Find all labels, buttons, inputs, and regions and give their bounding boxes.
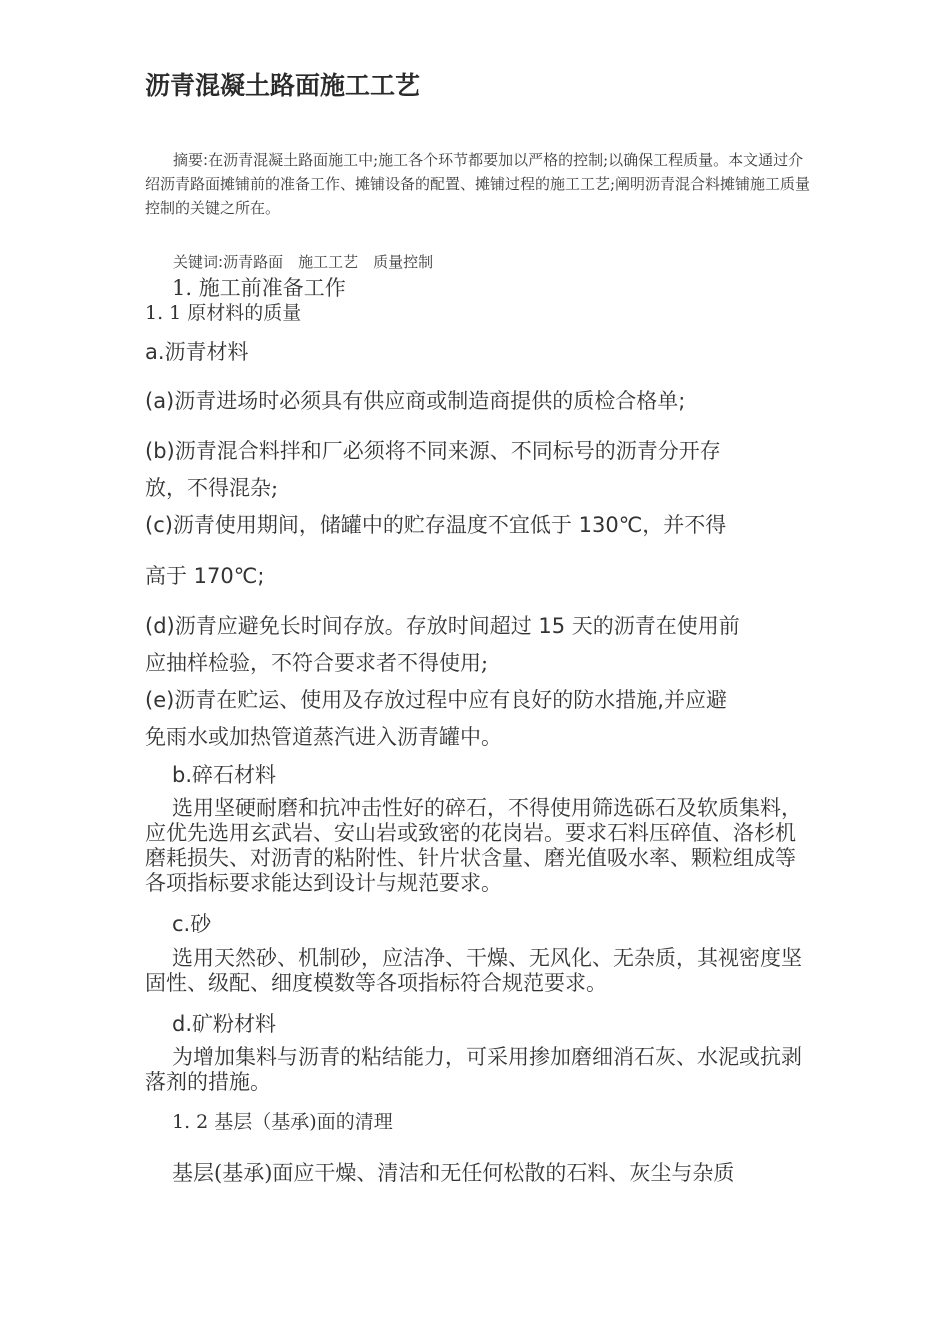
paragraph-base-cleaning: 基层(基承)面应干燥、清洁和无任何松散的石料、灰尘与杂质: [172, 1161, 735, 1185]
paragraph-sand: 选用天然砂、机制砂，应洁净、干燥、无风化、无杂质，其视密度坚固性、级配、细度模数等各项指标符合规范要求。: [145, 946, 802, 995]
subheading-crushed-stone: b.碎石材料: [172, 763, 277, 787]
item-b-line1: (b)沥青混合料拌和厂必须将不同来源、不同标号的沥青分开存: [145, 439, 721, 463]
keywords-label: 关键词:: [173, 253, 224, 271]
subheading-mineral-powder: d.矿粉材料: [172, 1012, 277, 1036]
section-heading-1-1: 1. 1 原材料的质量: [145, 302, 302, 324]
section-heading-1-2: 1. 2 基层（基承)面的清理: [172, 1111, 393, 1133]
item-b-line2: 放，不得混杂;: [145, 476, 279, 500]
item-a: (a)沥青进场时必须具有供应商或制造商提供的质检合格单;: [145, 389, 686, 413]
abstract-paragraph: [145, 148, 815, 220]
subheading-sand: c.砂: [172, 912, 212, 936]
item-e-line2: 免雨水或加热管道蒸汽进入沥青罐中。: [145, 725, 502, 749]
item-e-line1: (e)沥青在贮运、使用及存放过程中应有良好的防水措施,并应避: [145, 688, 727, 712]
subheading-asphalt: a.沥青材料: [145, 340, 249, 364]
item-d-line2: 应抽样检验，不符合要求者不得使用;: [145, 651, 489, 675]
keywords-text: 沥青路面 施工工艺 质量控制: [223, 253, 434, 271]
item-c-line2: 高于 170℃;: [145, 564, 265, 588]
abstract-label: 摘要:: [173, 151, 209, 169]
paragraph-crushed-stone: 选用坚硬耐磨和抗冲击性好的碎石，不得使用筛选砾石及软质集料，应优先选用玄武岩、安山岩或致密的花岗岩。要求石料压碎值、洛杉机磨耗损失、对沥青的粘附性、针片状含量、磨光值吸水率、颗粒组成等各项指标要求能达到设计与规范要求。: [145, 796, 802, 895]
document-title: 沥青混凝土路面施工工艺: [145, 71, 421, 100]
section-heading-1: 1. 施工前准备工作: [172, 276, 346, 300]
abstract-text: 在沥青混凝土路面施工中;施工各个环节都要加以严格的控制;以确保工程质量。本文通过介绍沥青路面摊铺前的准备工作、摊铺设备的配置、摊铺过程的施工工艺;阐明沥青混合料摊铺施工质量控制的关键之所在。: [145, 151, 811, 217]
item-d-line1: (d)沥青应避免长时间存放。存放时间超过 15 天的沥青在使用前: [145, 614, 740, 638]
keywords-paragraph: [145, 250, 815, 274]
paragraph-mineral-powder: 为增加集料与沥青的粘结能力，可采用掺加磨细消石灰、水泥或抗剥落剂的措施。: [145, 1045, 802, 1094]
item-c-line1: (c)沥青使用期间，储罐中的贮存温度不宜低于 130℃，并不得: [145, 513, 727, 537]
